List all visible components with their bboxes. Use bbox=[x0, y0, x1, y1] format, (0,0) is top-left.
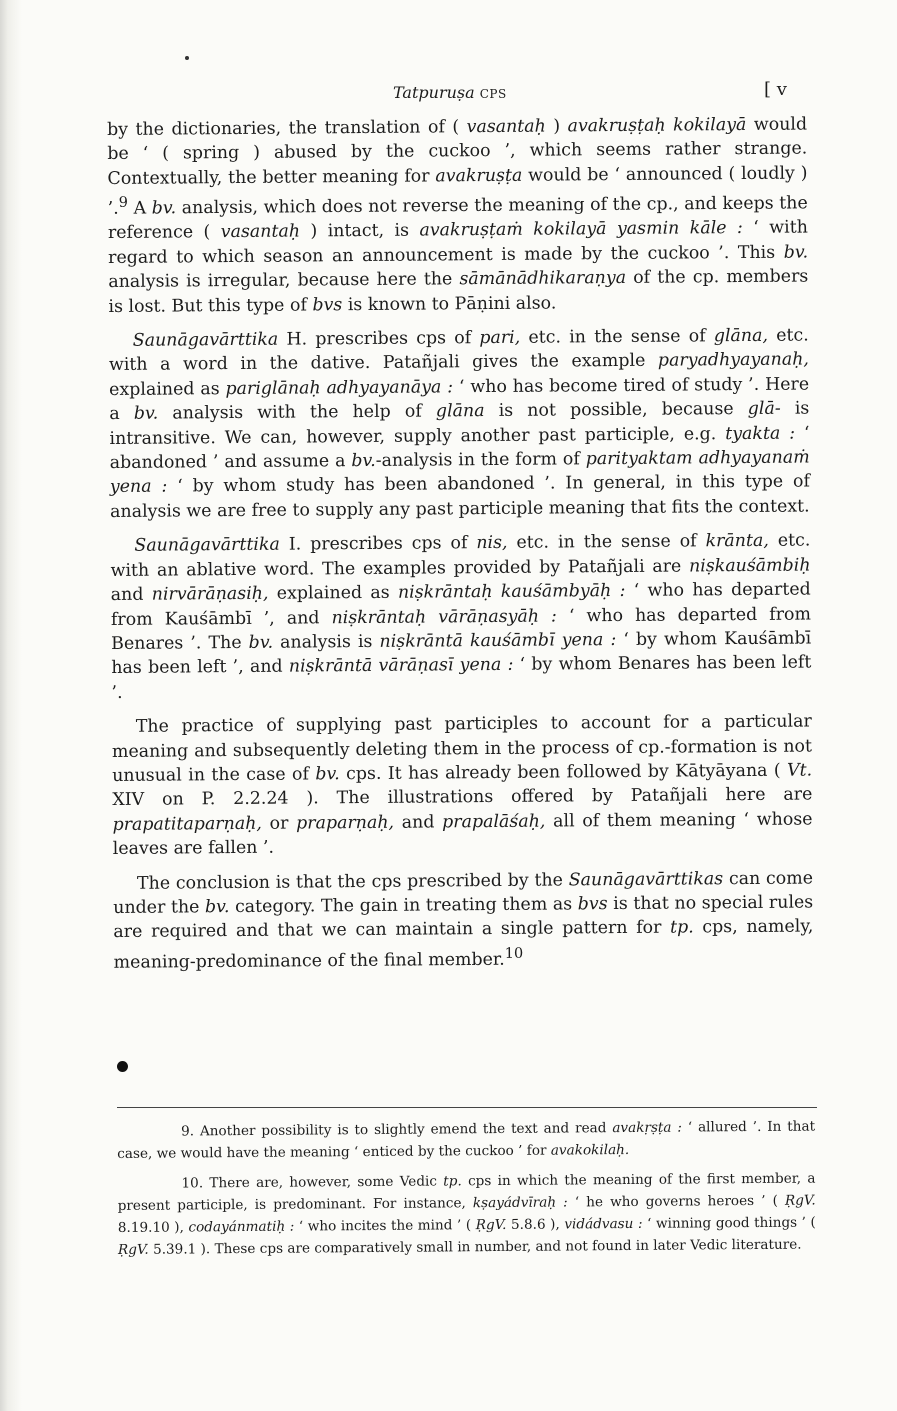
italic-term: Saunāgavārttika bbox=[134, 534, 280, 557]
text-run: The practice of supplying past participles to account for a particular meaning and subsequently deleting them in the process of cp.-formation is not unusual in the case of bbox=[111, 711, 813, 786]
italic-term: parityaktam adhyayanaṁ yena : bbox=[109, 447, 810, 498]
text-run: ‘ he who governs heroes ’ ( bbox=[567, 1192, 786, 1211]
text-run: cps, namely, meaning-predominance of the final member. bbox=[113, 916, 814, 973]
text-run: analysis is irregular, because here the bbox=[108, 269, 460, 293]
italic-term: bv. bbox=[351, 450, 376, 472]
header-title-rest: CPS bbox=[479, 87, 507, 101]
italic-term: ṚgV. bbox=[117, 1241, 149, 1258]
text-run: etc. with an ablative word. The examples provided by Patañjali are bbox=[110, 530, 811, 581]
italic-term: glāna, bbox=[713, 325, 769, 347]
italic-term: avakruṣṭa bbox=[435, 165, 523, 187]
text-run: I. prescribes cps of bbox=[279, 533, 477, 555]
italic-term: bv. bbox=[315, 764, 340, 785]
text-run: analysis with the help of bbox=[158, 401, 436, 424]
text-run: etc. in the sense of bbox=[507, 531, 706, 554]
italic-term: pari, bbox=[479, 327, 521, 349]
italic-term: Saunāgavārttikas bbox=[568, 868, 724, 890]
italic-term: niṣkrāntaḥ vārāṇasyāḥ : bbox=[331, 605, 557, 628]
italic-term: bv. bbox=[204, 897, 230, 918]
text-run: ‘ by whom Kauśāmbī has been left ’, and bbox=[111, 628, 812, 679]
paragraph bbox=[109, 324, 811, 525]
text-run: cps. It has already been followed by Kātyāyana ( bbox=[339, 760, 788, 785]
text-run: ) bbox=[545, 116, 568, 137]
text-run: cps in which the meaning of the first member, a present participle, is predominant. For instance, bbox=[117, 1170, 816, 1214]
italic-term: bv. bbox=[133, 403, 159, 425]
text-run: H. prescribes cps of bbox=[278, 328, 480, 350]
text-run: by the dictionaries, the translation of ( bbox=[107, 117, 467, 140]
text-run: ‘ allured ’. In that case, we would have the meaning ‘ enticed by the cuckoo ’ for bbox=[117, 1118, 816, 1162]
italic-term: bvs bbox=[312, 294, 343, 316]
italic-term: Vt. bbox=[786, 760, 813, 781]
italic-term: avakruṣṭaṁ kokilayā yasmin kāle : bbox=[419, 218, 743, 241]
footnote-rule bbox=[117, 1107, 817, 1108]
text-run: explained as bbox=[268, 582, 399, 604]
text-run: ‘ by whom Benares has been left ’. bbox=[111, 652, 812, 703]
italic-term: bv. bbox=[248, 632, 274, 653]
text-run: explained as bbox=[109, 378, 226, 400]
italic-term: tyakta : bbox=[725, 423, 796, 444]
text-run: ‘ who has departed from Kauśāmbī ’, and bbox=[110, 579, 811, 630]
page-number: [ v bbox=[764, 79, 787, 100]
text-run: ‘ by whom study has been abandoned ’. In general, in this type of analysis we are free to supply any past participle meaning that fits the context. bbox=[110, 471, 810, 522]
italic-term: pariglānaḥ adhyayanāya : bbox=[225, 377, 454, 399]
body-text bbox=[107, 113, 814, 975]
italic-term: niṣkrāntā kauśāmbī yena : bbox=[379, 629, 617, 652]
text-run: ‘ winning good things ’ ( bbox=[642, 1214, 816, 1232]
italic-term: avakṛṣṭa : bbox=[612, 1119, 682, 1137]
footnote bbox=[117, 1116, 815, 1165]
footnotes bbox=[117, 1116, 816, 1269]
text-run: all of them meaning ‘ whose leaves are fallen ’. bbox=[112, 809, 813, 860]
text-run: ‘ abandoned ’ and assume a bbox=[109, 423, 810, 474]
italic-term: tp. bbox=[443, 1173, 462, 1190]
text-run: of the cp. members is lost. But this type of bbox=[108, 266, 809, 317]
ink-dot bbox=[117, 1061, 128, 1072]
italic-term: paryadhyayanaḥ, bbox=[657, 349, 810, 372]
text-run: ‘ with regard to which season an announcement is made by the cuckoo ’. This bbox=[108, 217, 808, 268]
text-run: ‘ who incites the mind ’ ( bbox=[294, 1217, 476, 1235]
text-run: XIV on P. 2.2.24 ). The illustrations offered by Patañjali here are bbox=[112, 784, 813, 811]
text-run: ) intact, is bbox=[299, 220, 420, 242]
text-run: would be ‘ announced ( loudly ) ’. bbox=[107, 163, 808, 220]
text-run: and bbox=[393, 812, 443, 833]
italic-term: nirvārāṇasiḥ, bbox=[151, 583, 269, 605]
italic-term: codayánmatiḥ : bbox=[188, 1218, 295, 1236]
paragraph bbox=[107, 113, 809, 320]
italic-term: prapatitaparṇaḥ, bbox=[112, 813, 262, 835]
italic-term: niṣkauśāmbiḥ bbox=[688, 555, 811, 577]
text-run: ‘ who has departed from Benares ’. The bbox=[111, 604, 812, 654]
text-run: is not possible, because bbox=[484, 399, 748, 422]
running-header bbox=[393, 83, 533, 102]
text-run: analysis is bbox=[272, 631, 380, 653]
paragraph bbox=[113, 866, 814, 975]
italic-term: kṣayádvīraḥ : bbox=[472, 1194, 568, 1212]
italic-term: niṣkrāntaḥ kauśāmbyāḥ : bbox=[397, 581, 626, 603]
text-run: -analysis in the form of bbox=[375, 449, 586, 471]
text-run: etc. with a word in the dative. Patañjali gives the example bbox=[108, 325, 809, 376]
italic-term: krānta, bbox=[705, 531, 769, 552]
text-run: ‘ who has become tired of study ’. Here a bbox=[109, 374, 810, 425]
italic-term: vasantaḥ bbox=[466, 116, 546, 138]
italic-term: avakruṣṭaḥ kokilayā bbox=[567, 114, 747, 137]
paragraph bbox=[112, 710, 813, 862]
text-run: analysis, which does not reverse the meaning of the cp., and keeps the reference ( bbox=[107, 193, 808, 244]
text-run: is intransitive. We can, however, supply another past participle, e.g. bbox=[109, 398, 810, 449]
text-run: 5.39.1 ). These cps are comparatively small in number, and not found in later Vedic literature. bbox=[148, 1236, 802, 1258]
text-run: and bbox=[110, 584, 152, 606]
italic-term: vasantaḥ bbox=[220, 221, 301, 243]
text-run: category. The gain in treating them as bbox=[229, 894, 578, 918]
italic-term: Saunāgavārttika bbox=[132, 329, 279, 351]
italic-term: ṚgV. bbox=[784, 1192, 816, 1209]
footnote-ref: 9 bbox=[118, 195, 129, 212]
italic-term: nis, bbox=[476, 533, 508, 554]
italic-term: ṚgV. bbox=[475, 1216, 507, 1234]
text-run: The conclusion is that the cps prescribed by the bbox=[136, 869, 569, 894]
footnote bbox=[117, 1168, 816, 1261]
italic-term: bv. bbox=[151, 198, 177, 219]
scan-speck bbox=[185, 56, 189, 60]
text-run: would be ‘ ( spring ) abused by the cuckoo ’, which seems rather strange. Contextually, the better meaning for bbox=[107, 114, 808, 189]
italic-term: glāna bbox=[435, 401, 485, 422]
italic-term: glā- bbox=[747, 398, 781, 420]
italic-term: vidádvasu : bbox=[564, 1215, 643, 1233]
italic-term: bvs bbox=[577, 894, 608, 915]
footnote-ref: 10 bbox=[504, 945, 524, 962]
header-title-italic: Tatpuruṣa bbox=[393, 83, 475, 102]
italic-term: prapalāśaḥ, bbox=[442, 811, 546, 833]
italic-term: tp. bbox=[669, 917, 694, 938]
italic-term: sāmānādhikaraṇya bbox=[459, 268, 627, 290]
text-run: A bbox=[127, 198, 152, 219]
paragraph bbox=[110, 529, 811, 705]
italic-term: praparṇaḥ, bbox=[296, 812, 395, 834]
scan-edge bbox=[0, 0, 22, 1411]
text-run: 10. There are, however, some Vedic bbox=[181, 1173, 444, 1192]
italic-term: bv. bbox=[783, 242, 809, 263]
text-run: is that no special rules are required and that we can maintain a single pattern for bbox=[113, 892, 814, 943]
text-run: 5.8.6 ), bbox=[506, 1216, 565, 1233]
text-run: etc. in the sense of bbox=[520, 326, 714, 348]
italic-term: avakokilaḥ. bbox=[550, 1141, 630, 1159]
text-run: 8.19.10 ), bbox=[117, 1219, 189, 1236]
text-run: 9. Another possibility is to slightly emend the text and read bbox=[181, 1120, 613, 1140]
italic-term: niṣkrāntā vārāṇasī yena : bbox=[288, 655, 514, 677]
text-run: is known to Pāṇini also. bbox=[342, 293, 557, 315]
text-run: can come under the bbox=[113, 868, 814, 918]
text-run: or bbox=[261, 813, 297, 834]
